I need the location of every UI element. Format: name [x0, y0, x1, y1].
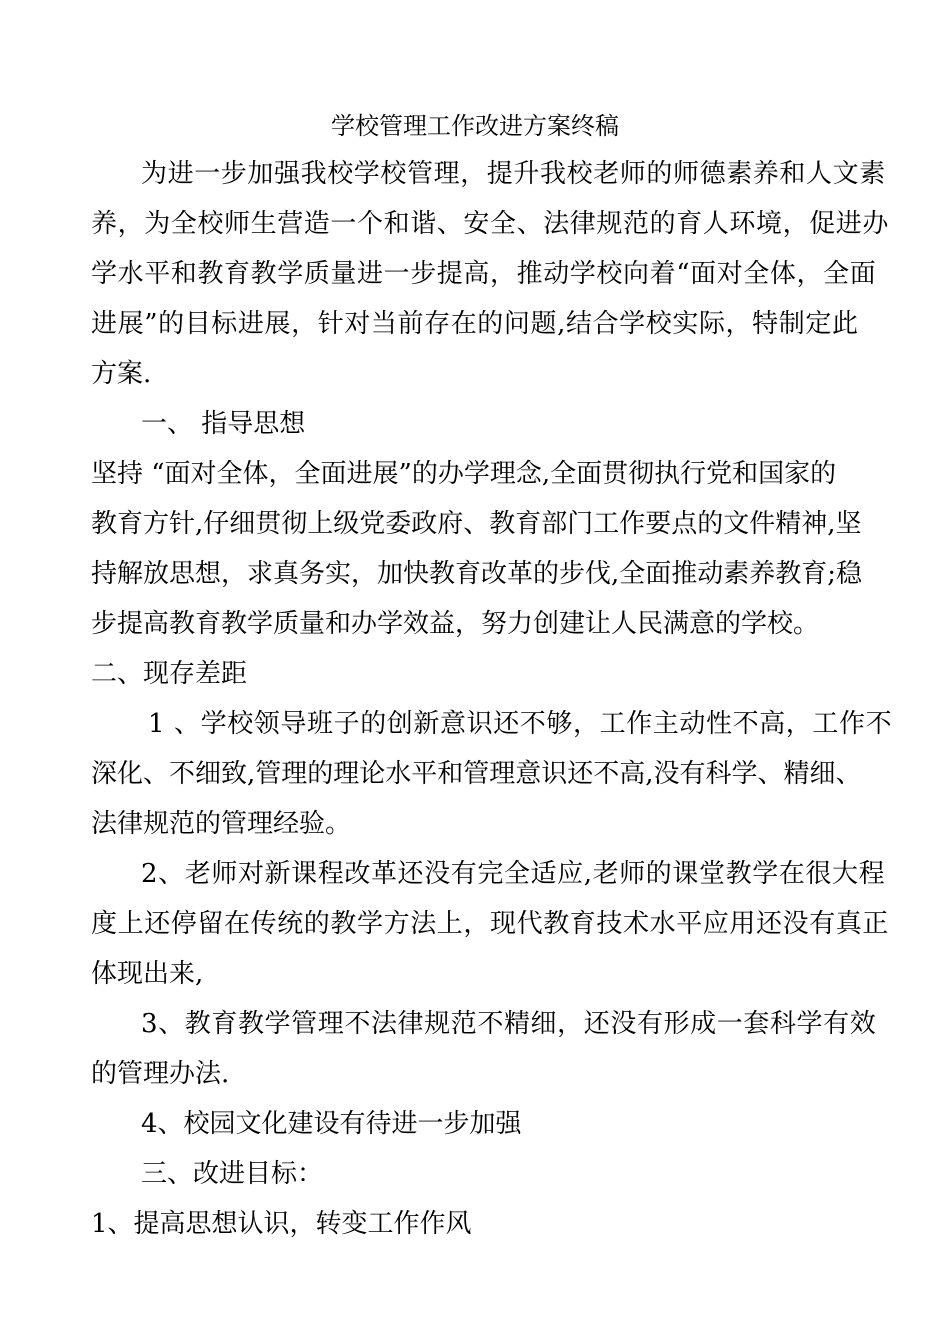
paragraph-line: 深化、不细致,管理的理论水平和管理意识还不高,没有科学、精细、 [91, 759, 862, 789]
section-heading: 三、改进目标： [141, 1159, 324, 1189]
paragraph-line: 4、校园文化建设有待进一步加强 [141, 1109, 522, 1139]
paragraph-line: 养，为全校师生营造一个和谐、安全、法律规范的育人环境，促进办 [91, 209, 890, 239]
paragraph-line: 的管理办法. [91, 1059, 230, 1089]
paragraph-line: 为进一步加强我校学校管理，提升我校老师的师德素养和人文素 [141, 159, 886, 189]
paragraph-line: 1、提高思想认识，转变工作作风 [91, 1209, 472, 1239]
document-title: 学校管理工作改进方案终稿 [331, 112, 619, 140]
section-heading: 二、现存差距 [91, 659, 248, 689]
paragraph-line: 持解放思想，求真务实，加快教育改革的步伐,全面推动素养教育;稳 [91, 559, 863, 589]
paragraph-line: 步提高教育教学质量和办学效益，努力创建让人民满意的学校。 [91, 609, 820, 639]
paragraph-line: 进展”的目标进展，针对当前存在的问题,结合学校实际，特制定此 [91, 309, 859, 339]
paragraph-line: 2、老师对新课程改革还没有完全适应,老师的课堂教学在很大程 [141, 859, 886, 889]
paragraph-line: 体现出来, [91, 959, 204, 989]
paragraph-line: 坚持 “面对全体，全面进展”的办学理念,全面贯彻执行党和国家的 [91, 459, 837, 489]
section-heading: 一、 指导思想 [141, 409, 306, 439]
paragraph-line: 度上还停留在传统的教学方法上，现代教育技术水平应用还没有真正 [91, 909, 890, 939]
paragraph-line: 3、教育教学管理不法律规范不精细，还没有形成一套科学有效 [141, 1009, 877, 1039]
paragraph-line: 方案. [91, 359, 152, 389]
paragraph-line: 学水平和教育教学质量进一步提高，推动学校向着“面对全体，全面 [91, 259, 877, 289]
paragraph-line: 教育方针,仔细贯彻上级党委政府、教育部门工作要点的文件精神,坚 [91, 509, 862, 539]
paragraph-line: 1 、学校领导班子的创新意识还不够，工作主动性不高，工作不 [148, 709, 893, 739]
paragraph-line: 法律规范的管理经验。 [91, 809, 352, 839]
